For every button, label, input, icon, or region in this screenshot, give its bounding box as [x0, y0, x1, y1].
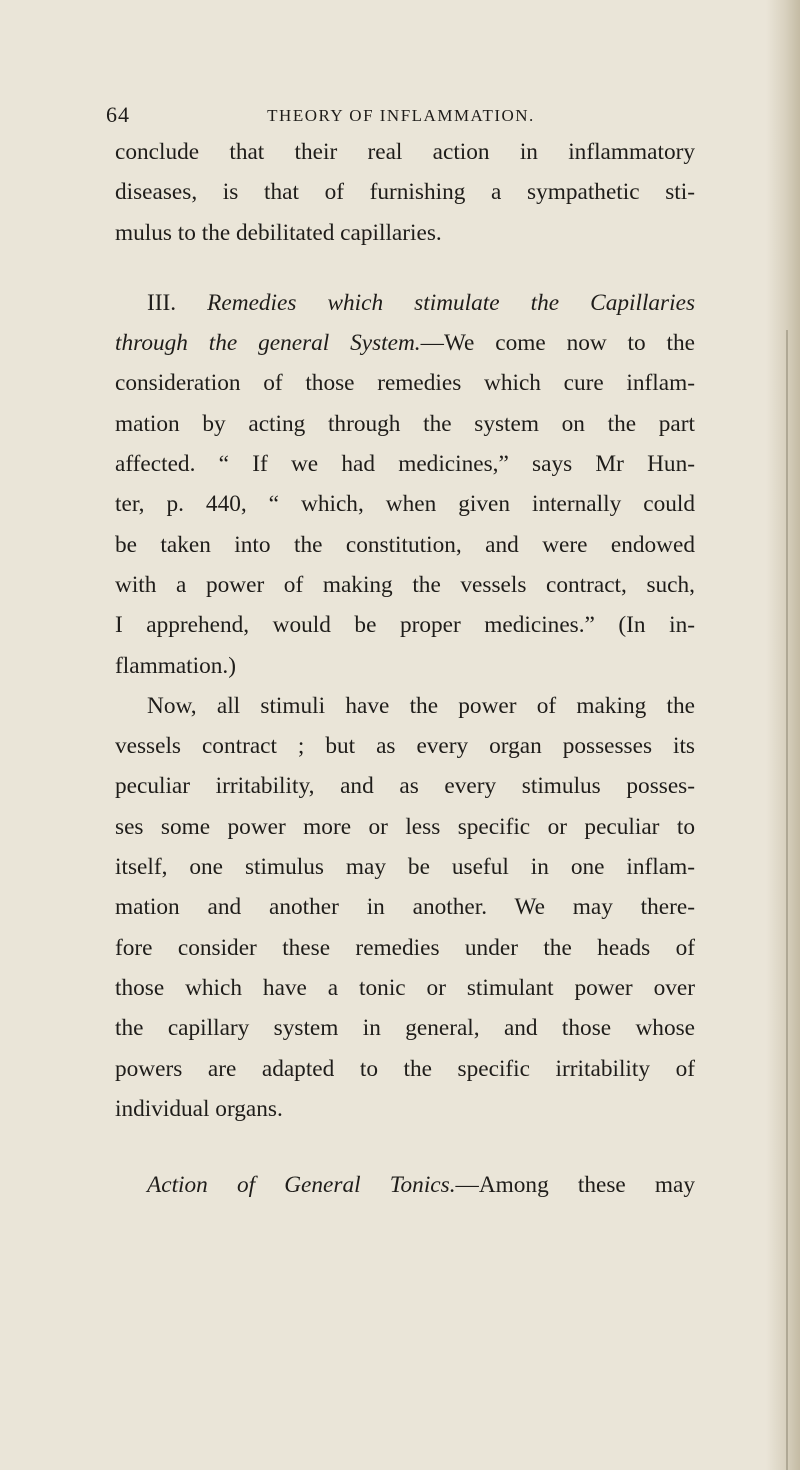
text-line: fore consider these remedies under the heads of	[115, 934, 695, 961]
text-line: ter, p. 440, “ which, when given internally could	[115, 491, 695, 518]
text-line: peculiar irritability, and as every stimulus posses-	[115, 773, 695, 800]
paragraph-4	[115, 1165, 695, 1205]
paragraph-2	[115, 283, 695, 686]
page-edge-shadow	[766, 0, 800, 1470]
text-line: with a power of making the vessels contract, such,	[115, 571, 695, 598]
section-heading-line	[115, 283, 695, 323]
text-line: I apprehend, would be proper medicines.” (In in-	[115, 612, 695, 639]
text-line: flammation.)	[115, 652, 236, 679]
text-line: Now, all stimuli have the power of making the	[147, 692, 695, 719]
paragraph-3	[115, 686, 695, 1129]
paragraph-1	[115, 132, 695, 253]
text-line: diseases, is that of furnishing a sympathetic sti-	[115, 179, 695, 206]
text-line: powers are adapted to the specific irritability of	[115, 1055, 695, 1082]
page-header	[106, 96, 696, 136]
page-edge-line	[786, 330, 788, 1470]
section-heading-tail: —We come now to the	[420, 330, 695, 357]
section-heading-line	[115, 323, 695, 363]
text-line: mulus to the debilitated capillaries.	[115, 219, 442, 246]
text-line: individual organs.	[115, 1095, 283, 1122]
subsection-title: Action of General Tonics.	[147, 1172, 456, 1199]
text-line: conclude that their real action in inflammatory	[115, 139, 695, 165]
text-line: affected. “ If we had medicines,” says Mr Hun-	[115, 451, 695, 478]
text-line: the capillary system in general, and those whose	[115, 1015, 695, 1042]
section-number: III.	[147, 289, 177, 316]
subsection-heading-tail: —Among these may	[455, 1172, 695, 1199]
subsection-heading-line	[115, 1165, 695, 1205]
text-line: itself, one stimulus may be useful in one inflam-	[115, 854, 695, 881]
section-title-part-1: Remedies which stimulate the Capillaries	[207, 289, 696, 316]
page-number: 64	[106, 102, 130, 127]
text-line: be taken into the constitution, and were endowed	[115, 531, 695, 558]
running-head: THEORY OF INFLAMMATION.	[267, 106, 535, 125]
text-line: mation by acting through the system on the part	[115, 410, 695, 437]
page-body	[115, 132, 695, 1205]
section-title-part-2: through the general System.	[115, 330, 421, 357]
text-line: vessels contract ; but as every organ possesses its	[115, 733, 695, 760]
text-line: those which have a tonic or stimulant power over	[115, 974, 695, 1001]
text-line: mation and another in another. We may there-	[115, 894, 695, 921]
text-line: consideration of those remedies which cure inflam-	[115, 370, 695, 397]
text-line: ses some power more or less specific or peculiar to	[115, 813, 695, 840]
